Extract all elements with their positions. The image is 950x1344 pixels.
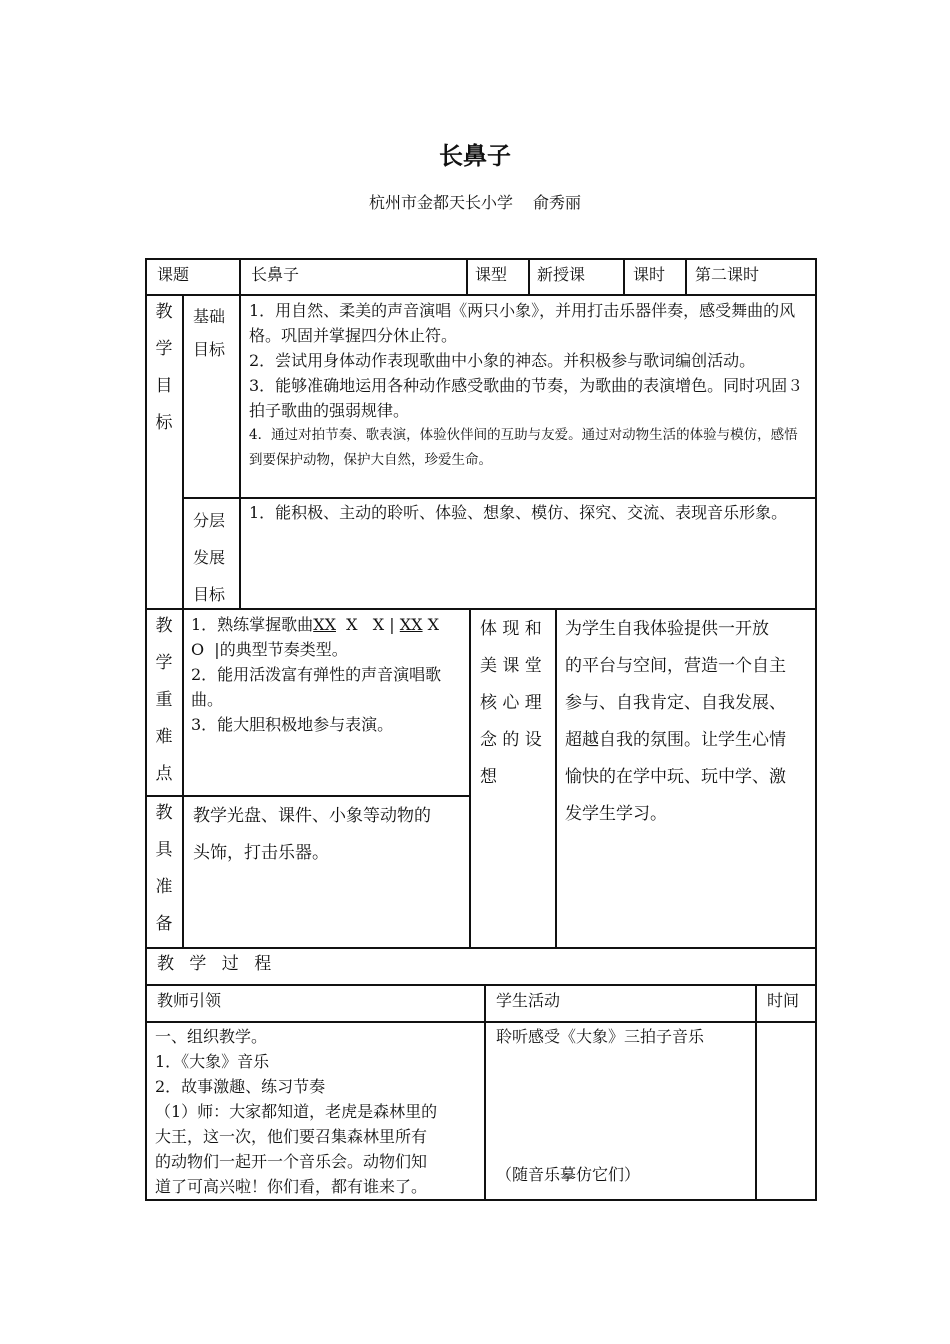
rule <box>469 608 471 949</box>
keypoints-label: 教 学 重 难 点 <box>155 616 173 784</box>
keypoints-list <box>191 612 463 737</box>
period-value: 第二课时 <box>695 265 760 284</box>
school-name: 杭州市金都天长小学 <box>368 193 513 212</box>
rule <box>555 608 557 949</box>
philosophy-text: 为学生自我体验提供一开放 的平台与空间，营造一个自主 参与、自我肯定、自我发展、 超越自我的氛围。让学生心情 愉快的在学中玩、玩中学、激 发学生学习。 <box>565 619 786 824</box>
lesson-plan-table <box>145 258 817 1201</box>
rule <box>145 258 817 260</box>
rule <box>182 497 817 499</box>
rule <box>145 1021 817 1023</box>
rule <box>815 258 817 1201</box>
topic-value: 长鼻子 <box>251 265 300 284</box>
process-heading: 教 学 过 程 <box>157 954 277 974</box>
rule <box>623 258 625 296</box>
rule <box>145 608 817 610</box>
document-subtitle <box>0 190 950 213</box>
rule <box>484 984 486 1201</box>
type-value: 新授课 <box>537 265 586 284</box>
period-label: 课时 <box>633 265 666 284</box>
tools-label: 教 具 准 备 <box>155 803 173 934</box>
rule <box>145 294 817 296</box>
topic-label: 课题 <box>157 265 190 284</box>
rule <box>528 258 530 296</box>
keypoint-item: 3．能大胆积极地参与表演。 <box>191 715 394 734</box>
student-activity-1: 聆听感受《大象》三拍子音乐 <box>496 1027 705 1046</box>
rule <box>755 984 757 1201</box>
document-title: 长鼻子 <box>439 142 511 170</box>
student-column-header: 学生活动 <box>496 991 561 1010</box>
goals-label: 教 学 目 标 <box>155 302 173 433</box>
rule <box>145 1199 817 1201</box>
rule <box>145 984 817 986</box>
rule <box>145 947 817 949</box>
keypoint-item: 2．能用活泼富有弹性的声音演唱歌曲。 <box>191 665 442 709</box>
rule <box>145 795 471 797</box>
basic-goal-item: 2．尝试用身体动作表现歌曲中小象的神态。并积极参与歌词编创活动。 <box>249 351 756 370</box>
rule <box>239 294 241 610</box>
type-label: 课型 <box>475 265 508 284</box>
layered-goals-label: 分层 发展 目标 <box>193 511 226 604</box>
basic-goals-label: 基础 目标 <box>193 307 226 359</box>
time-column-header: 时间 <box>767 991 800 1010</box>
rule <box>182 294 184 949</box>
layered-goals-text: 1．能积极、主动的聆听、体验、想象、模仿、探究、交流、表现音乐形象。 <box>249 503 788 522</box>
rule <box>466 258 468 296</box>
rule <box>145 258 147 1201</box>
basic-goals-list <box>249 298 811 473</box>
tools-text: 教学光盘、课件、小象等动物的 头饰，打击乐器。 <box>193 806 431 863</box>
teacher-column-header: 教师引领 <box>157 991 222 1010</box>
philosophy-label: 体 现 和 美 课 堂 核 心 理 念 的 设 想 <box>480 619 542 787</box>
basic-goal-item: 1．用自然、柔美的声音演唱《两只小象》，并用打击乐器伴奏，感受舞曲的风格。巩固并掌握四分休止符。 <box>249 301 796 345</box>
basic-goal-item: 3．能够准确地运用各种动作感受歌曲的节奏，为歌曲的表演增色。同时巩固３拍子歌曲的强弱规律。 <box>249 376 804 420</box>
student-activity-2: （随音乐摹仿它们） <box>496 1165 641 1184</box>
rule <box>685 258 687 296</box>
keypoint-item: 1．熟练掌握歌曲XX X X | XX X O |的典型节奏类型。 <box>191 615 440 659</box>
teacher-name: 俞秀丽 <box>533 193 582 212</box>
teacher-activity: 一、组织教学。 1．《大象》音乐 2．故事激趣、练习节奏 （1）师：大家都知道，老虎是森林里的 大王，这一次，他们要召集森林里所有 的动物们一起开一个音乐会。动物们知 道了可高兴啦！你们看，都有谁来了。 <box>155 1027 438 1196</box>
rule <box>239 258 241 296</box>
basic-goal-item: 4．通过对拍节奏、歌表演，体验伙伴间的互助与友爱。通过对动物生活的体验与模仿，感悟到要保护动物，保护大自然，珍爱生命。 <box>249 427 798 468</box>
